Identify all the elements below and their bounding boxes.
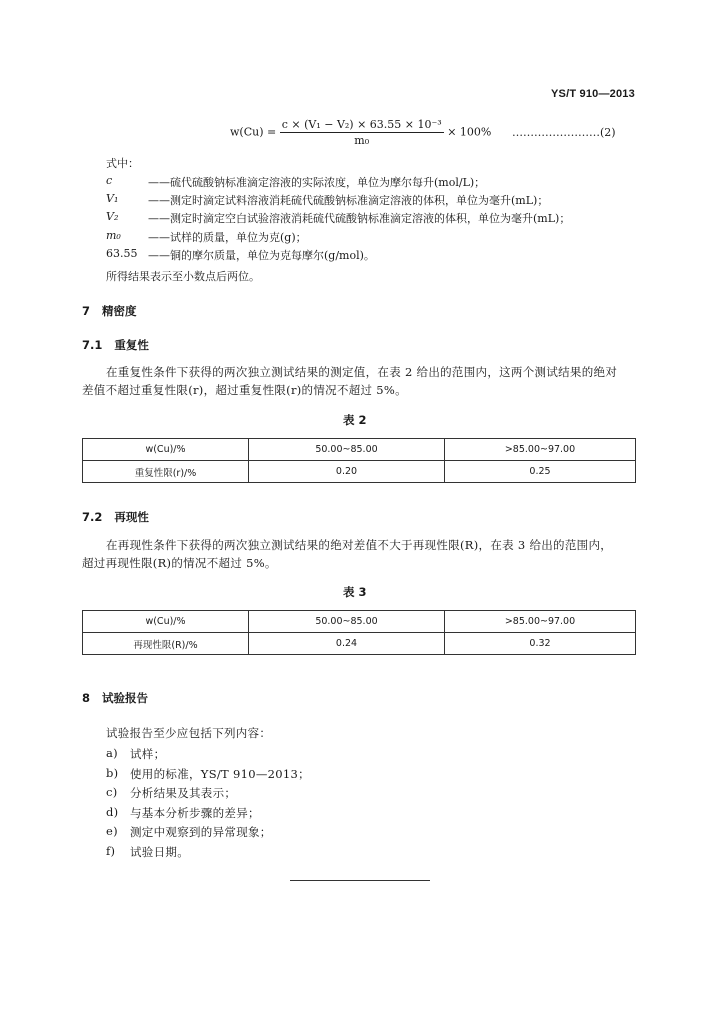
table-cell: w(Cu)/% bbox=[83, 611, 249, 633]
table-row bbox=[83, 633, 636, 655]
section-7-1-paragraph-line1: 在重复性条件下获得的两次独立测试结果的测定值，在表 2 给出的范围内，这两个测试结果的绝对 bbox=[106, 365, 618, 379]
list-item-label: e) bbox=[106, 824, 118, 838]
section-7-1-heading: 7.1 重复性 bbox=[82, 338, 149, 352]
section-7-heading: 7 精密度 bbox=[82, 304, 137, 318]
variable-separator: —— bbox=[148, 194, 170, 207]
list-item-label: d) bbox=[106, 805, 119, 819]
table-3 bbox=[82, 610, 636, 655]
variable-symbol: c bbox=[106, 174, 113, 187]
table-cell: w(Cu)/% bbox=[83, 439, 249, 461]
variable-separator: —— bbox=[148, 176, 170, 189]
table-cell: >85.00~97.00 bbox=[445, 439, 636, 461]
where-intro: 式中： bbox=[106, 157, 139, 170]
variable-symbol: m₀ bbox=[106, 229, 121, 242]
list-item-label: a) bbox=[106, 746, 118, 760]
table-cell: 0.32 bbox=[445, 633, 636, 655]
table-cell: 0.25 bbox=[445, 461, 636, 483]
variable-description bbox=[148, 247, 375, 263]
table-cell: 重复性限(r)/% bbox=[83, 461, 249, 483]
variable-separator: —— bbox=[148, 249, 170, 262]
section-8-heading: 8 试验报告 bbox=[82, 691, 149, 705]
list-item: 与基本分析步骤的差异； bbox=[130, 806, 260, 820]
list-item: 分析结果及其表示； bbox=[130, 786, 237, 800]
table-row bbox=[83, 461, 636, 483]
formula-number: ……………………(2) bbox=[512, 126, 616, 139]
table-cell: 0.24 bbox=[249, 633, 445, 655]
list-item-label: f) bbox=[106, 844, 116, 858]
formula-rhs: × 100% bbox=[447, 125, 492, 139]
section-7-2-heading: 7.2 再现性 bbox=[82, 510, 149, 524]
table-row bbox=[83, 611, 636, 633]
end-rule bbox=[290, 880, 430, 881]
formula-lhs: w(Cu) = bbox=[230, 125, 277, 139]
table-row bbox=[83, 439, 636, 461]
table-2 bbox=[82, 438, 636, 483]
variable-description bbox=[148, 192, 548, 208]
table-cell: 0.20 bbox=[249, 461, 445, 483]
document-id: YS/T 910—2013 bbox=[551, 88, 635, 100]
variable-symbol: V₁ bbox=[106, 192, 119, 205]
variable-description bbox=[148, 229, 307, 245]
formula-denominator: m₀ bbox=[354, 134, 370, 147]
variable-symbol: 63.55 bbox=[106, 247, 138, 260]
table-cell: 再现性限(R)/% bbox=[83, 633, 249, 655]
section-8-intro: 试验报告至少应包括下列内容： bbox=[106, 726, 272, 740]
list-item: 测定中观察到的异常现象； bbox=[130, 825, 272, 839]
list-item-label: c) bbox=[106, 785, 118, 799]
formula bbox=[230, 118, 491, 147]
variable-text: 铜的摩尔质量，单位为克每摩尔(g/mol)。 bbox=[170, 249, 375, 262]
formula-numerator: c × (V₁ − V₂) × 63.55 × 10⁻³ bbox=[281, 118, 442, 131]
list-item: 试验日期。 bbox=[130, 845, 189, 859]
list-item-label: b) bbox=[106, 766, 119, 780]
section-7-1-paragraph-line2: 差值不超过重复性限(r)，超过重复性限(r)的情况不超过 5%。 bbox=[82, 383, 407, 397]
variable-symbol: V₂ bbox=[106, 210, 119, 223]
variable-text: 测定时滴定空白试验溶液消耗硫代硫酸钠标准滴定溶液的体积，单位为毫升(mL)； bbox=[170, 212, 571, 225]
table-3-caption: 表 3 bbox=[343, 585, 367, 599]
table-cell: 50.00~85.00 bbox=[249, 611, 445, 633]
variable-description bbox=[148, 174, 485, 190]
table-2-caption: 表 2 bbox=[343, 413, 367, 427]
list-item: 试样； bbox=[130, 747, 166, 761]
variable-separator: —— bbox=[148, 212, 170, 225]
variable-description bbox=[148, 210, 570, 226]
section-7-2-paragraph-line1: 在再现性条件下获得的两次独立测试结果的绝对差值不大于再现性限(R)，在表 3 给出的范围内， bbox=[106, 538, 613, 552]
table-cell: >85.00~97.00 bbox=[445, 611, 636, 633]
variable-text: 试样的质量，单位为克(g)； bbox=[170, 231, 307, 244]
result-note: 所得结果表示至小数点后两位。 bbox=[106, 270, 260, 283]
formula-fraction bbox=[280, 118, 444, 147]
section-7-2-paragraph-line2: 超过再现性限(R)的情况不超过 5%。 bbox=[82, 556, 277, 570]
table-cell: 50.00~85.00 bbox=[249, 439, 445, 461]
variable-text: 测定时滴定试料溶液消耗硫代硫酸钠标准滴定溶液的体积，单位为毫升(mL)； bbox=[170, 194, 549, 207]
variable-text: 硫代硫酸钠标准滴定溶液的实际浓度，单位为摩尔每升(mol/L)； bbox=[170, 176, 486, 189]
list-item: 使用的标准，YS/T 910—2013； bbox=[130, 767, 310, 781]
variable-separator: —— bbox=[148, 231, 170, 244]
